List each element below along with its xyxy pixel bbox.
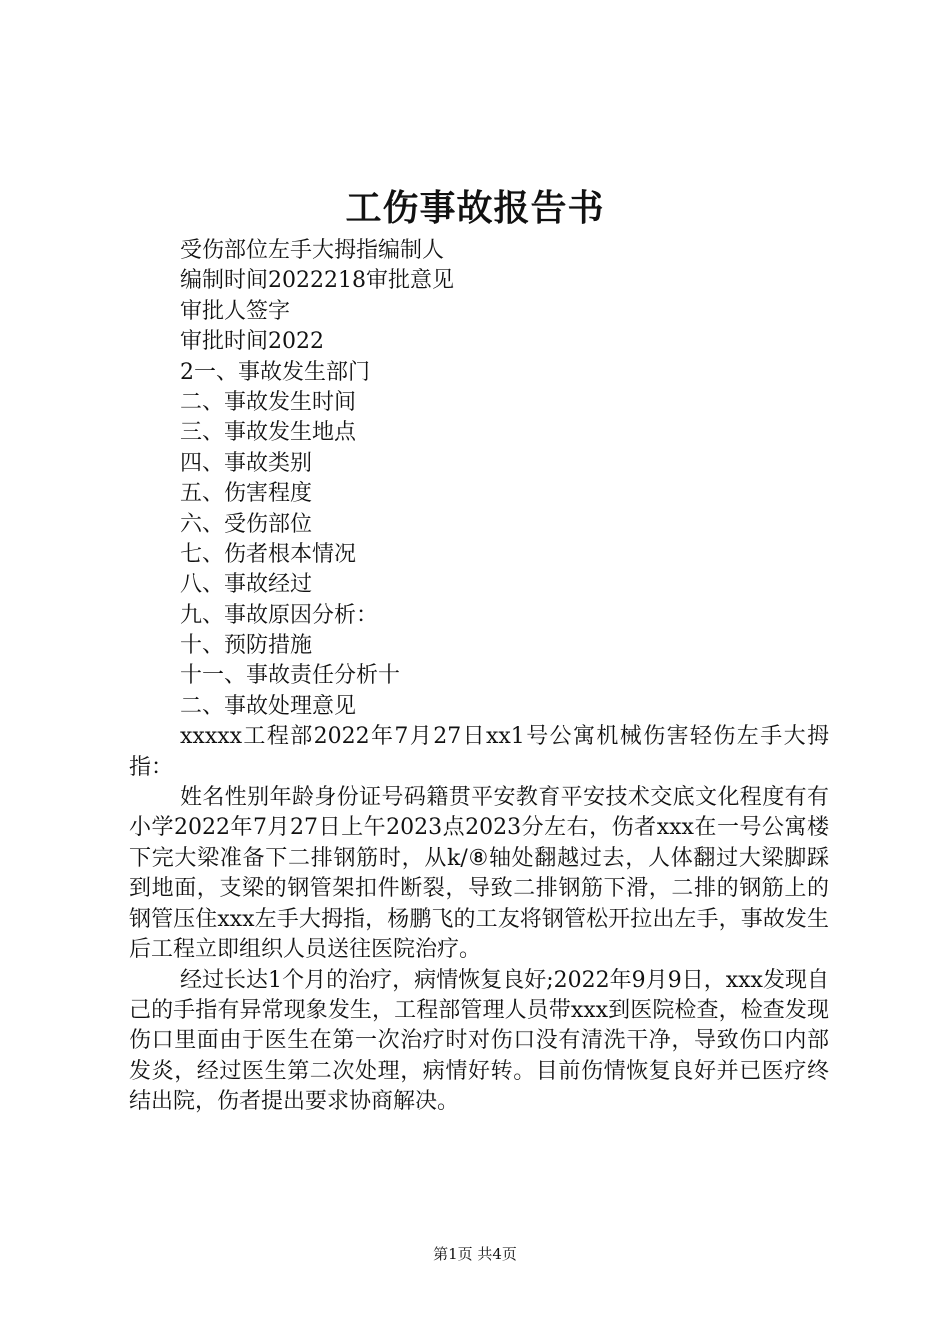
- section-heading: 五、伤害程度: [180, 481, 313, 507]
- page-footer: 第1页 共4页: [433, 1245, 517, 1263]
- header-line: 受伤部位左手大拇指编制人: [180, 238, 445, 263]
- section-heading: 二、事故发生时间: [180, 389, 357, 415]
- header-line: 审批时间2022: [180, 329, 324, 355]
- section-heading: 二、事故处理意见: [180, 693, 357, 719]
- section-heading: 十一、事故责任分析十: [180, 663, 401, 689]
- document-title: 工伤事故报告书: [345, 187, 605, 229]
- section-heading: 九、事故原因分析：: [180, 602, 379, 628]
- body-paragraph: xxxxx工程部2022年7月27日xx1号公寓机械伤害轻伤左手大拇指：: [129, 724, 829, 780]
- header-line: 编制时间2022218审批意见: [180, 268, 454, 294]
- section-heading: 七、伤者根本情况: [180, 541, 357, 567]
- section-heading: 六、受伤部位: [180, 511, 313, 537]
- body-paragraph: 经过长达1个月的治疗，病情恢复良好;2022年9月9日，xxx发现自己的手指有异常现象发生，工程部管理人员带xxx到医院检查，检查发现伤口里面由于医生在第一次治疗时对伤口没有清洗干净，导致伤口内部发炎，经过医生第二次处理，病情好转。目前伤情恢复良好并已医疗终结出院，伤者提出要求协商解决。: [129, 967, 829, 1115]
- header-line: 审批人签字: [180, 298, 291, 324]
- section-heading: 2一、事故发生部门: [180, 359, 370, 385]
- section-heading: 八、事故经过: [180, 572, 313, 598]
- body-paragraph: 姓名性别年龄身份证号码籍贯平安教育平安技术交底文化程度有有小学2022年7月27日上午2023点2023分左右，伤者xxx在一号公寓楼下完大梁准备下二排钢筋时，从k/⑧轴处翻越过去，人体翻过大梁脚踩到地面，支梁的钢管架扣件断裂，导致二排钢筋下滑，二排的钢筋上的钢管压住xxx左手大拇指，杨鹏飞的工友将钢管松开拉出左手，事故发生后工程立即组织人员送往医院治疗。: [129, 785, 829, 963]
- section-heading: 十、预防措施: [180, 633, 313, 659]
- document-body: [129, 236, 829, 1118]
- section-heading: 三、事故发生地点: [180, 420, 357, 446]
- section-heading: 四、事故类别: [180, 450, 313, 476]
